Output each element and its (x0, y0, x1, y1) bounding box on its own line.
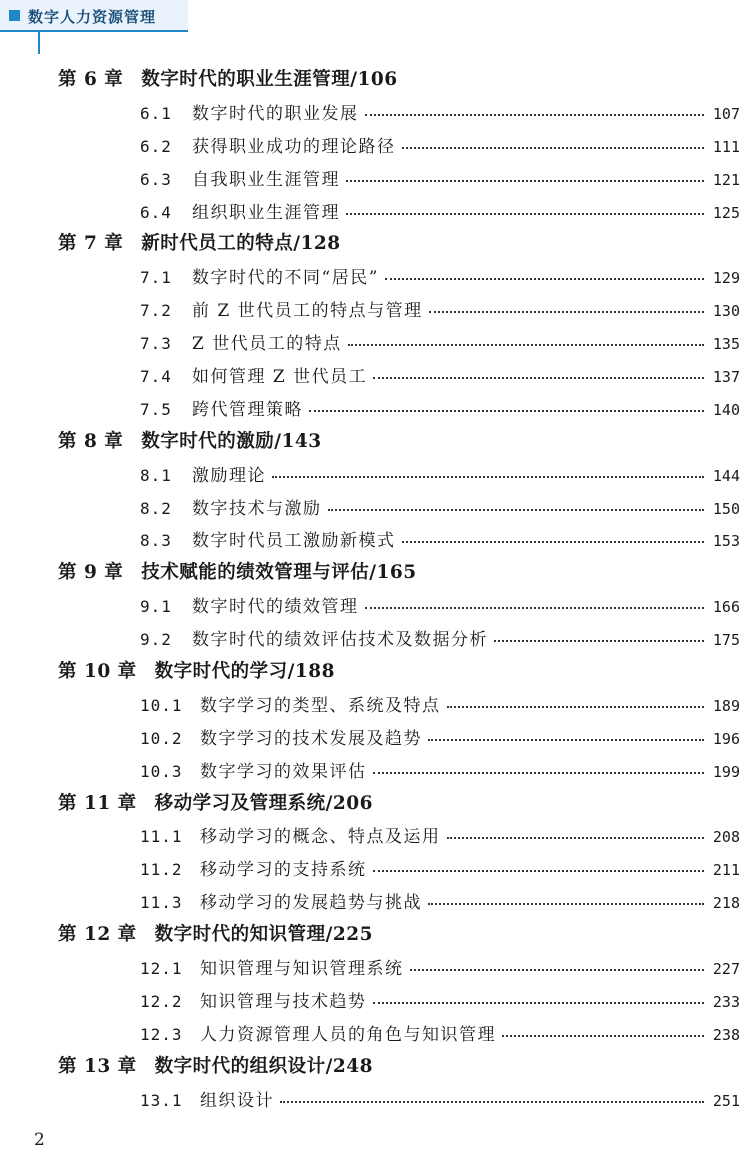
toc-section-row (0, 851, 750, 884)
chapter-page: /106 (350, 69, 398, 90)
dot-leader (365, 112, 705, 116)
section-number: 11.1 (140, 827, 183, 847)
dot-leader (410, 967, 705, 971)
chapter-heading (58, 789, 373, 815)
section-entry (140, 198, 740, 224)
section-entry (140, 99, 740, 125)
toc-chapter-row (0, 226, 750, 259)
section-entry (140, 855, 740, 881)
dot-leader (385, 276, 704, 280)
section-number: 12.3 (140, 1024, 183, 1044)
section-entry (140, 691, 740, 717)
section-title: 数字时代的不同“居民” (192, 268, 379, 289)
section-number: 9.2 (140, 630, 172, 650)
dot-leader (328, 507, 705, 511)
section-number: 10.1 (140, 695, 183, 715)
toc-section-row (0, 588, 750, 621)
toc-chapter-row (0, 917, 750, 950)
toc-section-row (0, 884, 750, 917)
chapter-title: 数字时代的知识管理 (154, 924, 326, 946)
section-number: 11.2 (140, 860, 183, 880)
section-page: 137 (712, 368, 740, 387)
chapter-title: 数字时代的学习 (154, 661, 288, 683)
section-number: 8.3 (140, 531, 172, 551)
section-entry (140, 954, 740, 980)
toc-section-row (0, 1082, 750, 1115)
toc-chapter-row (0, 786, 750, 819)
toc-section-row (0, 194, 750, 227)
section-entry (140, 987, 740, 1013)
section-number: 10.3 (140, 761, 183, 781)
dot-leader (402, 539, 705, 543)
chapter-number: 第 11 章 (58, 792, 137, 814)
chapter-number: 第 9 章 (58, 562, 124, 584)
chapter-heading (58, 427, 322, 453)
section-title: 数字时代的职业发展 (192, 103, 359, 124)
dot-leader (502, 1033, 704, 1037)
toc-section-row (0, 391, 750, 424)
chapter-number: 第 10 章 (58, 661, 137, 683)
dot-leader (272, 474, 704, 478)
section-page: 130 (712, 302, 740, 321)
section-number: 7.3 (140, 334, 172, 354)
section-entry (140, 395, 740, 421)
toc-section-row (0, 128, 750, 161)
section-page: 150 (712, 499, 740, 518)
section-number: 7.5 (140, 399, 172, 419)
section-entry (140, 329, 740, 355)
chapter-page: /188 (287, 661, 336, 683)
section-page: 233 (712, 992, 740, 1011)
section-entry (140, 494, 740, 520)
toc-section-row (0, 950, 750, 983)
section-title: 人力资源管理人员的角色与知识管理 (200, 1024, 496, 1045)
dot-leader (494, 638, 704, 642)
chapter-number: 第 13 章 (58, 1055, 137, 1077)
toc-section-row (0, 325, 750, 358)
section-page: 189 (712, 696, 740, 715)
section-number: 6.4 (140, 202, 172, 222)
section-title: 数字技术与激励 (192, 498, 322, 519)
section-number: 7.2 (140, 301, 172, 321)
section-number: 7.4 (140, 367, 172, 387)
section-page: 218 (712, 894, 740, 913)
section-entry (140, 362, 740, 388)
section-title: 自我职业生涯管理 (192, 169, 340, 190)
toc-section-row (0, 490, 750, 523)
section-entry (140, 263, 740, 289)
chapter-page: /206 (325, 792, 374, 814)
section-title: 组织设计 (200, 1090, 274, 1111)
section-title: 激励理论 (192, 465, 266, 486)
toc-section-row (0, 753, 750, 786)
toc-section-row (0, 522, 750, 555)
chapter-page: /248 (325, 1055, 374, 1077)
dot-leader (373, 375, 704, 379)
section-number: 12.1 (140, 959, 183, 979)
section-number: 13.1 (140, 1090, 183, 1110)
dot-leader (309, 408, 704, 412)
section-page: 238 (712, 1025, 740, 1044)
section-page: 135 (712, 335, 740, 354)
toc-chapter-row (0, 62, 750, 95)
section-title: 知识管理与技术趋势 (200, 991, 367, 1012)
section-title: 移动学习的支持系统 (200, 860, 367, 881)
section-page: 107 (712, 104, 740, 123)
chapter-heading (58, 920, 373, 946)
running-header (0, 0, 750, 60)
chapter-number: 第 8 章 (58, 430, 124, 452)
dot-leader (373, 868, 705, 872)
toc-section-row (0, 818, 750, 851)
dot-leader (373, 1000, 705, 1004)
section-number: 11.3 (140, 893, 183, 913)
section-page: 199 (712, 762, 740, 781)
book-title: 数字人力资源管理 (28, 8, 157, 26)
toc-section-row (0, 720, 750, 753)
chapter-number: 第 12 章 (58, 924, 137, 946)
section-entry (140, 757, 740, 783)
section-number: 10.2 (140, 728, 183, 748)
section-title: 前 Z 世代员工的特点与管理 (192, 301, 423, 322)
section-page: 251 (712, 1091, 740, 1110)
section-title: 数字时代的绩效评估技术及数据分析 (192, 630, 488, 651)
toc-section-row (0, 621, 750, 654)
chapter-title: 新时代员工的特点 (141, 233, 294, 255)
chapter-number: 第 7 章 (58, 233, 124, 255)
toc-section-row (0, 687, 750, 720)
section-number: 8.1 (140, 465, 172, 485)
section-number: 6.3 (140, 169, 172, 189)
chapter-title: 数字时代的激励 (141, 430, 275, 452)
section-title: 数字学习的效果评估 (200, 761, 367, 782)
toc-chapter-row (0, 424, 750, 457)
section-entry (140, 461, 740, 487)
toc-section-row (0, 457, 750, 490)
section-title: 数字时代员工激励新模式 (192, 531, 396, 552)
chapter-title: 数字时代的组织设计 (154, 1055, 326, 1077)
dot-leader (447, 704, 705, 708)
section-entry (140, 888, 740, 914)
toc-chapter-row (0, 1049, 750, 1082)
section-page: 175 (712, 631, 740, 650)
chapter-title: 技术赋能的绩效管理与评估 (141, 562, 370, 584)
header-square-marker (9, 10, 20, 21)
dot-leader (373, 770, 705, 774)
chapter-page: /225 (325, 924, 374, 946)
chapter-title: 移动学习及管理系统 (154, 792, 326, 814)
section-title: Z 世代员工的特点 (192, 334, 342, 355)
dot-leader (428, 901, 704, 905)
dot-leader (447, 835, 705, 839)
header-rule (38, 30, 40, 54)
chapter-heading (58, 229, 341, 255)
toc-section-row (0, 259, 750, 292)
section-title: 如何管理 Z 世代员工 (192, 367, 368, 388)
section-entry (140, 296, 740, 322)
section-page: 208 (712, 828, 740, 847)
table-of-contents (0, 62, 750, 1115)
section-page: 144 (712, 466, 740, 485)
toc-chapter-row (0, 555, 750, 588)
section-number: 6.1 (140, 103, 172, 123)
section-page: 196 (712, 729, 740, 748)
section-title: 数字时代的绩效管理 (192, 597, 359, 618)
section-number: 6.2 (140, 136, 172, 156)
section-entry (140, 822, 740, 848)
chapter-heading (58, 65, 398, 91)
toc-section-row (0, 161, 750, 194)
chapter-heading (58, 657, 335, 683)
section-page: 211 (712, 861, 740, 880)
section-page: 153 (712, 532, 740, 551)
section-title: 数字学习的类型、系统及特点 (200, 695, 441, 716)
page-number: 2 (34, 1130, 45, 1150)
section-title: 移动学习的发展趋势与挑战 (200, 893, 422, 914)
dot-leader (348, 342, 704, 346)
section-title: 移动学习的概念、特点及运用 (200, 827, 441, 848)
toc-section-row (0, 358, 750, 391)
section-entry (140, 132, 740, 158)
toc-section-row (0, 1016, 750, 1049)
section-entry (140, 1020, 740, 1046)
dot-leader (280, 1099, 704, 1103)
section-entry (140, 165, 740, 191)
dot-leader (346, 178, 704, 182)
section-entry (140, 724, 740, 750)
section-title: 跨代管理策略 (192, 399, 303, 420)
section-title: 组织职业生涯管理 (192, 202, 340, 223)
toc-section-row (0, 95, 750, 128)
section-number: 8.2 (140, 498, 172, 518)
section-entry (140, 625, 740, 651)
dot-leader (402, 145, 705, 149)
section-number: 12.2 (140, 991, 183, 1011)
chapter-heading (58, 558, 417, 584)
section-entry (140, 592, 740, 618)
dot-leader (365, 605, 705, 609)
dot-leader (428, 737, 704, 741)
chapter-title: 数字时代的职业生涯管理 (141, 69, 351, 90)
toc-section-row (0, 983, 750, 1016)
section-entry (140, 1086, 740, 1112)
section-number: 9.1 (140, 597, 172, 617)
section-title: 获得职业成功的理论路径 (192, 136, 396, 157)
chapter-page: /128 (293, 233, 341, 255)
chapter-page: /165 (369, 562, 417, 584)
toc-chapter-row (0, 654, 750, 687)
chapter-heading (58, 1052, 373, 1078)
section-page: 125 (712, 203, 740, 222)
section-entry (140, 526, 740, 552)
section-page: 121 (712, 170, 740, 189)
dot-leader (346, 211, 704, 215)
section-page: 129 (712, 269, 740, 288)
section-title: 知识管理与知识管理系统 (200, 959, 404, 980)
chapter-page: /143 (274, 430, 322, 452)
section-page: 111 (712, 137, 740, 156)
section-page: 227 (712, 960, 740, 979)
section-page: 140 (712, 400, 740, 419)
section-page: 166 (712, 598, 740, 617)
section-number: 7.1 (140, 268, 172, 288)
dot-leader (429, 309, 704, 313)
toc-section-row (0, 292, 750, 325)
section-title: 数字学习的技术发展及趋势 (200, 728, 422, 749)
chapter-number: 第 6 章 (58, 69, 124, 90)
